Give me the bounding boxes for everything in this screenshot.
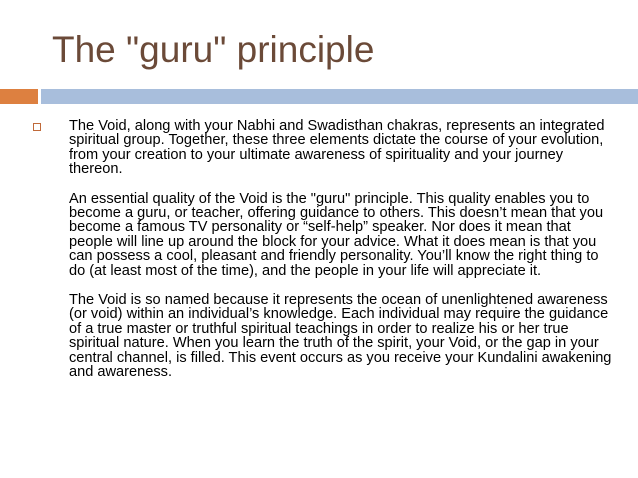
slide-body (33, 119, 613, 395)
hollow-square-bullet-icon (33, 123, 41, 131)
paragraph-1: The Void, along with your Nabhi and Swadisthan chakras, represents an integrated spiritual group. Together, these three elements dictate the course of your evolution, from your creation to your ultimate awareness of spirituality and your journey thereon. (69, 118, 605, 178)
paragraph-3: The Void is so named because it represents the ocean of unenlightened awareness (or void) within an individual’s knowledge. Each individual may require the guidance of a true master or truthful spiritual teachings in order to realize his or her true spiritual nature. When you learn the truth of the spirit, your Void, or the gap in your central channel, is filled. This event occurs as you receive your Kundalini awakening and awareness. (69, 292, 612, 381)
divider-accent-bar (0, 89, 38, 104)
divider-bar (41, 89, 638, 104)
bullet-item (33, 119, 613, 380)
paragraph-2: An essential quality of the Void is the "guru" principle. This quality enables you to become a guru, or teacher, offering guidance to others. This doesn’t mean that you become a famous TV personality or “self-help” speaker. Nor does it mean that people will line up around the block for your advice. What it does mean is that you can possess a cool, pleasant and friendly personality. You’ll know the right thing to do (at least most of the time), and the people in your life will appreciate it. (69, 190, 604, 279)
title-divider (0, 89, 638, 104)
slide-title: The "guru" principle (52, 29, 375, 70)
